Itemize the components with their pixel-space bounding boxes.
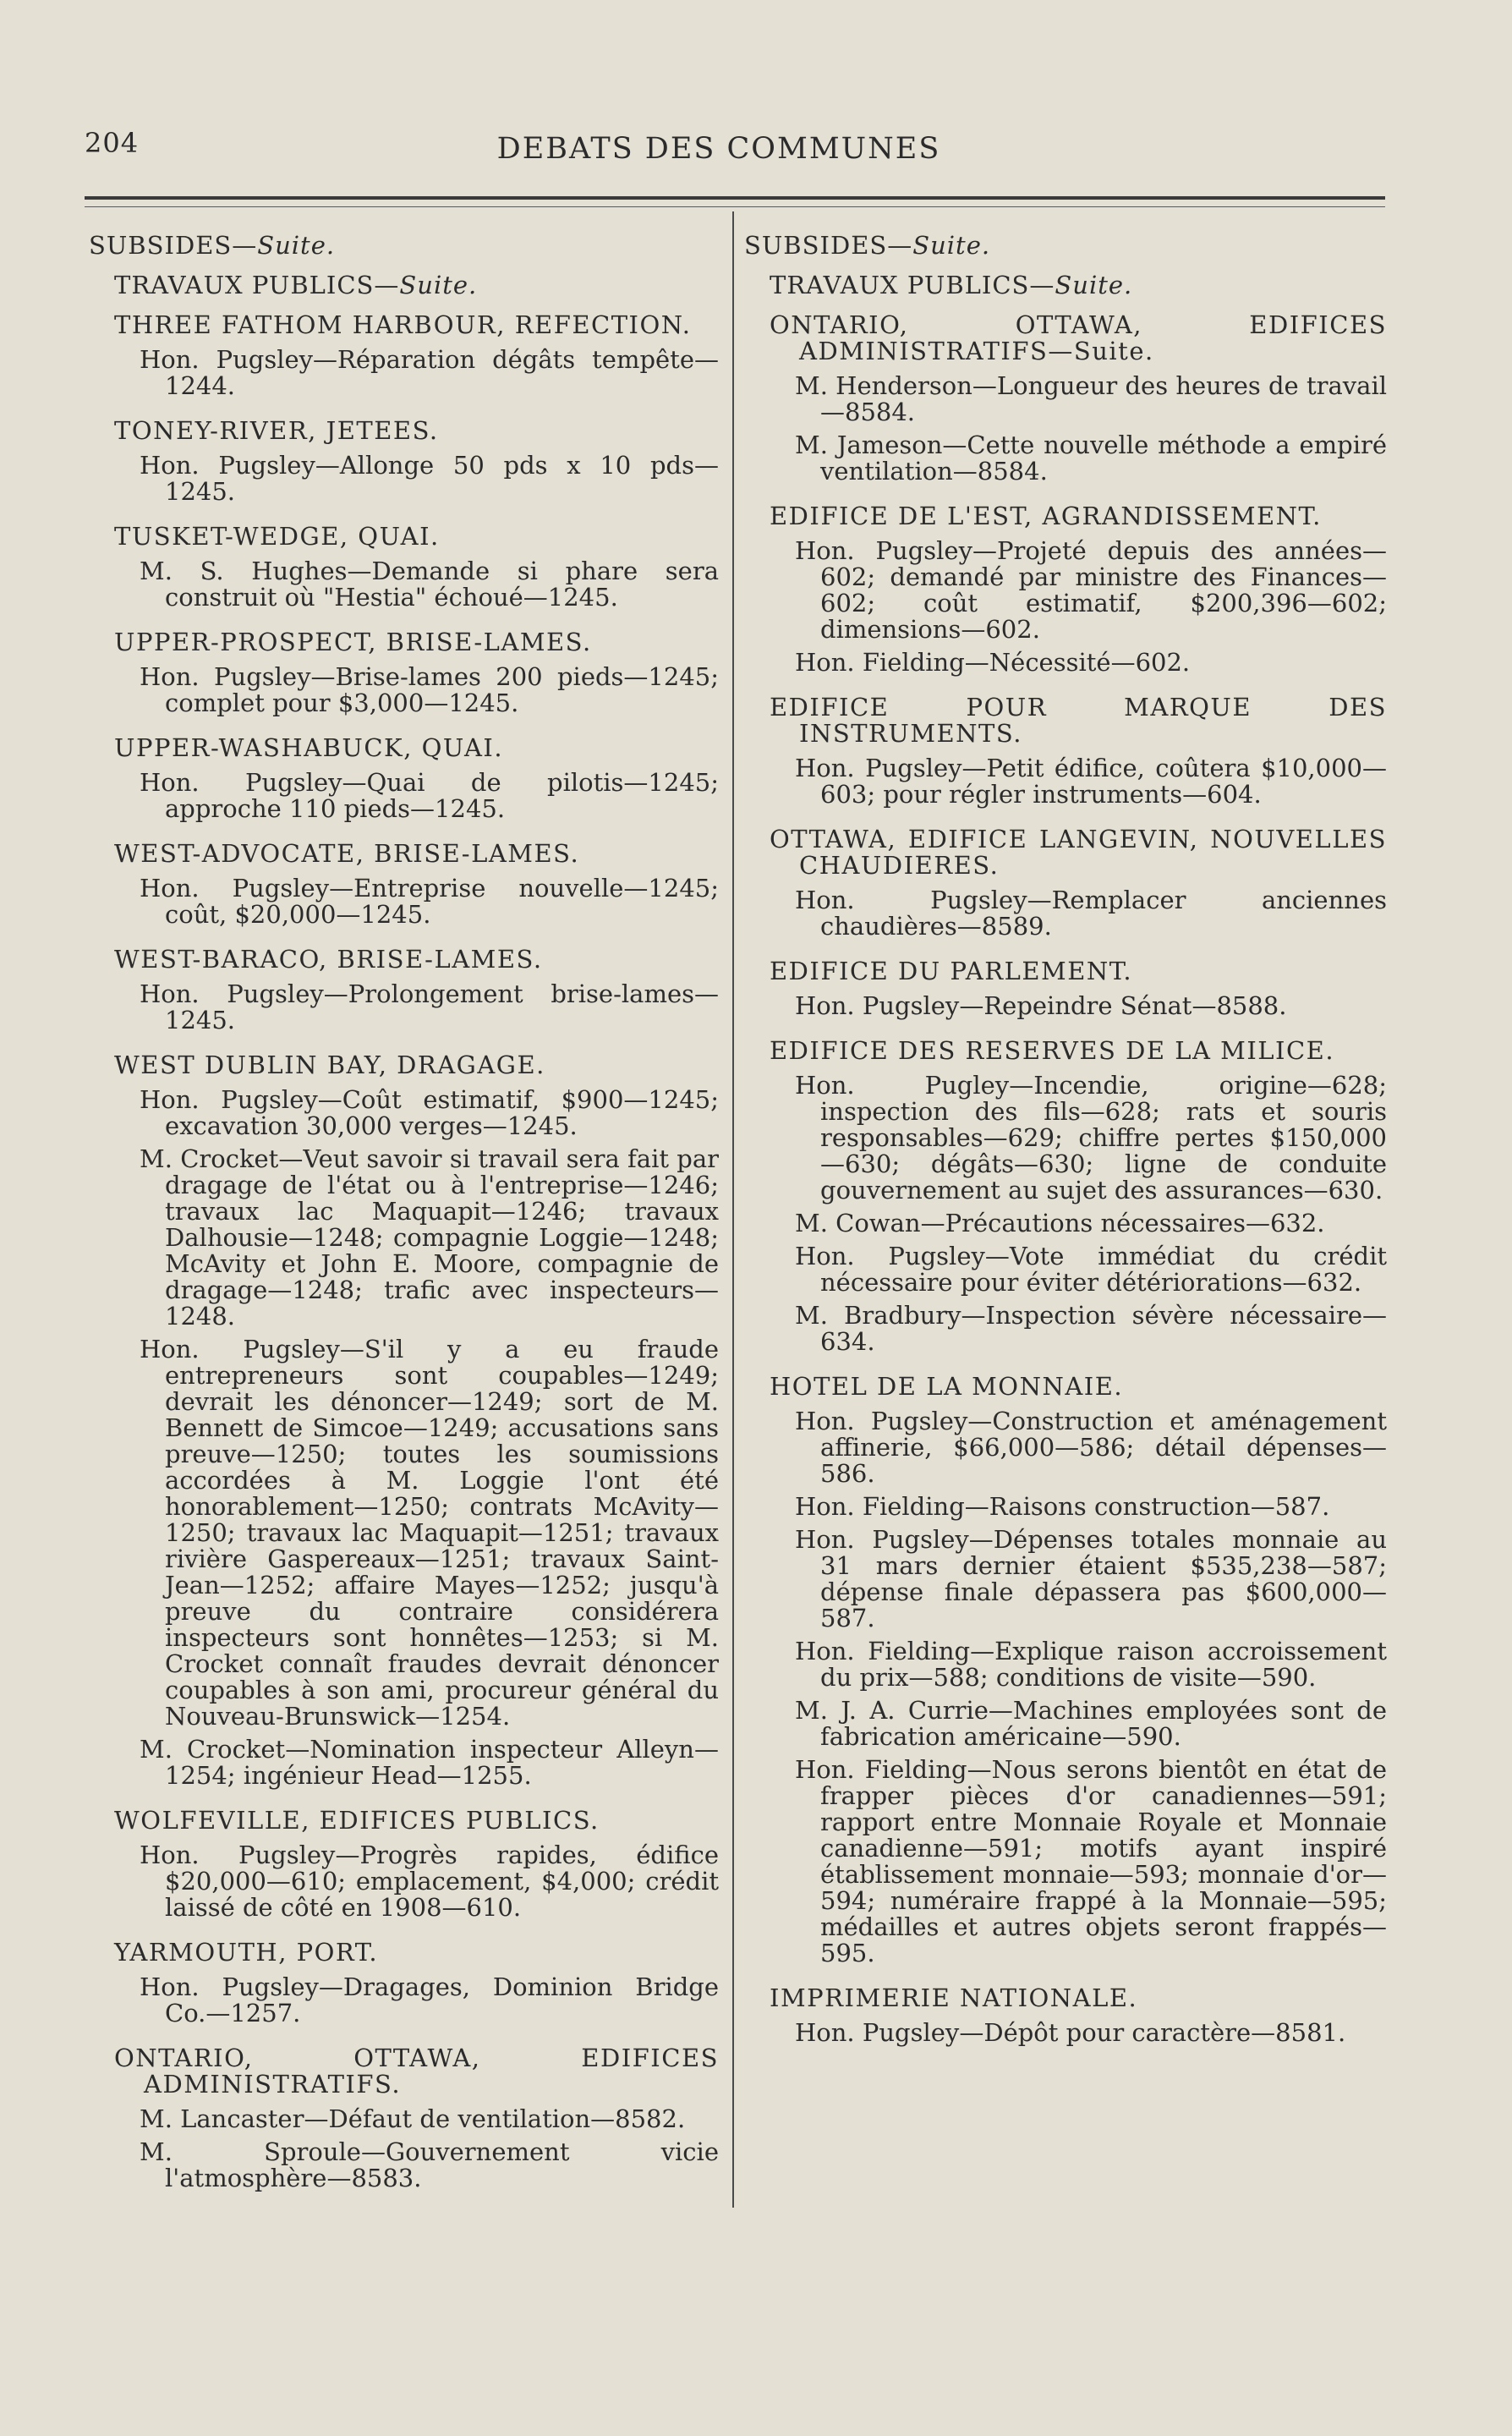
left-column [89,233,719,2210]
item-entry: M. Jameson—Cette nouvelle méthode a empiré ventilation—8584. [795,431,1387,486]
item-entry: Hon. Fielding—Raisons construction—587. [795,1492,1330,1521]
item-heading: WEST DUBLIN BAY, DRAGAGE. [114,1051,545,1079]
item-heading: YARMOUTH, PORT. [114,1938,379,1967]
index-item [89,418,719,505]
index-items [89,312,719,2192]
section-title: SUBSIDES—Suite. [744,231,991,260]
subsection-name: TRAVAUX PUBLICS [770,271,1030,299]
item-entry: Hon. Pugsley—Réparation dégâts tempête—1244. [140,345,719,400]
page-number: 204 [85,127,140,159]
index-item [89,1939,719,2027]
item-entry: Hon. Pugsley—Petit édifice, coûtera $10,000—603; pour régler instruments—604. [795,754,1387,809]
item-entry: M. Sproule—Gouvernement vicie l'atmosphère—8583. [140,2137,719,2192]
item-heading: UPPER-PROSPECT, BRISE-LAMES. [114,628,592,656]
index-items [744,312,1387,2046]
item-entry: Hon. Pugsley—S'il y a eu fraude entrepreneurs sont coupables—1249; devrait les dénoncer—1249; sort de M. Bennett de Simcoe—1249; accusations sans preuve—1250; toutes les soumissions accordées à M. Loggie l'ont été honorablement—1250; contrats McAvity—1250; travaux lac Maquapit—1251; travaux rivière Gaspereaux—1251; travaux Saint-Jean—1252; affaire Mayes—1252; jusqu'à preuve du contraire considérera inspecteurs sont honnêtes—1253; si M. Crocket connaît fraudes devrait dénoncer coupables à son ami, procureur général du Nouveau-Brunswick—1254. [140,1335,719,1731]
index-item [89,2045,719,2192]
section-suite: Suite. [257,231,336,260]
item-heading: WEST-ADVOCATE, BRISE-LAMES. [114,839,580,868]
item-heading: OTTAWA, EDIFICE LANGEVIN, NOUVELLES CHAUDIERES. [770,825,1387,880]
item-entry: M. Cowan—Précautions nécessaires—632. [795,1209,1325,1237]
index-item [89,1808,719,1921]
item-entry: M. J. A. Currie—Machines employées sont de fabrication américaine—590. [795,1696,1387,1751]
item-entry: Hon. Pugsley—Projeté depuis des années—602; demandé par ministre des Finances—602; coût estimatif, $200,396—602; dimensions—602. [795,536,1387,644]
subsection-suite: Suite. [399,271,478,299]
item-heading: ONTARIO, OTTAWA, EDIFICES ADMINISTRATIFS—Suite. [770,310,1387,365]
header-rule-thin [85,206,1385,207]
item-heading: EDIFICE POUR MARQUE DES INSTRUMENTS. [770,693,1387,748]
item-entry: Hon. Pugsley—Remplacer anciennes chaudières—8589. [795,886,1387,941]
right-column [744,233,1387,2065]
index-item [744,503,1387,676]
index-item [744,312,1387,485]
item-entry: M. Henderson—Longueur des heures de travail—8584. [795,371,1387,426]
header-rule-thick [85,196,1385,200]
item-entry: Hon. Fielding—Nous serons bientôt en état de frapper pièces d'or canadiennes—591; rapport entre Monnaie Royale et Monnaie canadienne—591; motifs ayant inspiré établissement monnaie—593; monnaie d'or—594; numéraire frappé à la Monnaie—595; médailles et autres objets seront frappés—595. [795,1755,1387,1967]
item-heading: TUSKET-WEDGE, QUAI. [114,522,440,551]
index-item [744,1374,1387,1967]
item-entry: Hon. Pugsley—Dragages, Dominion Bridge Co.—1257. [140,1972,719,2027]
item-entry: Hon. Pugsley—Brise-lames 200 pieds—1245; complet pour $3,000—1245. [140,662,719,717]
item-entry: Hon. Pugsley—Prolongement brise-lames—1245. [140,979,719,1034]
index-item [89,312,719,399]
index-item [744,694,1387,808]
item-heading: TONEY-RIVER, JETEES. [114,416,439,445]
item-entry: M. Lancaster—Défaut de ventilation—8582. [140,2104,686,2133]
item-entry: Hon. Pugsley—Repeindre Sénat—8588. [795,991,1287,1020]
index-item [89,946,719,1034]
item-heading: THREE FATHOM HARBOUR, REFECTION. [114,310,692,339]
item-entry: M. Crocket—Nomination inspecteur Alleyn—1254; ingénieur Head—1255. [140,1735,719,1790]
subsection-name: TRAVAUX PUBLICS [114,271,375,299]
index-item [89,524,719,611]
item-heading: EDIFICE DE L'EST, AGRANDISSEMENT. [770,502,1322,530]
item-entry: Hon. Pugsley—Entreprise nouvelle—1245; coût, $20,000—1245. [140,874,719,929]
item-heading: EDIFICE DU PARLEMENT. [770,957,1133,985]
section-name: SUBSIDES [89,231,233,260]
item-entry: Hon. Pugsley—Dépenses totales monnaie au 31 mars dernier étaient $535,238—587; dépense finale dépassera pas $600,000—587. [795,1525,1387,1632]
item-heading: WEST-BARACO, BRISE-LAMES. [114,945,543,974]
item-heading: HOTEL DE LA MONNAIE. [770,1372,1124,1401]
item-entry: M. Crocket—Veut savoir si travail sera fait par dragage de l'état ou à l'entreprise—1246; travaux lac Maquapit—1246; travaux Dalhousie—1248; compagnie Loggie—1248; McAvity et John E. Moore, compagnie de dragage—1248; trafic avec inspecteurs—1248. [140,1144,719,1330]
index-item [89,841,719,928]
subsection-suite: Suite. [1055,271,1133,299]
index-item [744,826,1387,940]
section-name: SUBSIDES [744,231,888,260]
subsection-title: TRAVAUX PUBLICS—Suite. [770,271,1133,299]
item-entry: Hon. Fielding—Nécessité—602. [795,648,1191,677]
index-item [744,1985,1387,2046]
item-heading: EDIFICE DES RESERVES DE LA MILICE. [770,1036,1335,1065]
item-heading: WOLFEVILLE, EDIFICES PUBLICS. [114,1806,600,1835]
item-entry: Hon. Pugsley—Coût estimatif, $900—1245; excavation 30,000 verges—1245. [140,1085,719,1140]
item-entry: Hon. Pugsley—Quai de pilotis—1245; approche 110 pieds—1245. [140,768,719,823]
column-divider [732,211,734,2208]
item-entry: Hon. Pugley—Incendie, origine—628; inspection des fils—628; rats et souris responsables—629; chiffre pertes $150,000—630; dégâts—630; ligne de conduite gouvernement au sujet des assurances—630. [795,1071,1387,1204]
item-entry: M. Bradbury—Inspection sévère nécessaire—634. [795,1301,1387,1356]
item-entry: Hon. Fielding—Explique raison accroissement du prix—588; conditions de visite—590. [795,1637,1387,1692]
subsection-title: TRAVAUX PUBLICS—Suite. [114,271,478,299]
item-entry: Hon. Pugsley—Construction et aménagement affinerie, $66,000—586; détail dépenses—586. [795,1407,1387,1488]
item-heading: ONTARIO, OTTAWA, EDIFICES ADMINISTRATIFS. [114,2044,719,2099]
running-title: DEBATS DES COMMUNES [496,132,941,166]
section-suite: Suite. [912,231,991,260]
item-entry: Hon. Pugsley—Vote immédiat du crédit nécessaire pour éviter détériorations—632. [795,1242,1387,1297]
index-item [744,1038,1387,1355]
index-item [89,629,719,716]
item-entry: Hon. Pugsley—Progrès rapides, édifice $20,000—610; emplacement, $4,000; crédit laissé de côté en 1908—610. [140,1841,719,1922]
item-entry: M. S. Hughes—Demande si phare sera construit où "Hestia" échoué—1245. [140,557,719,612]
index-item [89,735,719,822]
item-entry: Hon. Pugsley—Dépôt pour caractère—8581. [795,2018,1346,2047]
item-heading: UPPER-WASHABUCK, QUAI. [114,733,504,762]
index-item [89,1052,719,1789]
index-item [744,958,1387,1019]
item-entry: Hon. Pugsley—Allonge 50 pds x 10 pds—1245. [140,451,719,506]
section-title: SUBSIDES—Suite. [89,231,336,260]
item-heading: IMPRIMERIE NATIONALE. [770,1983,1138,2012]
